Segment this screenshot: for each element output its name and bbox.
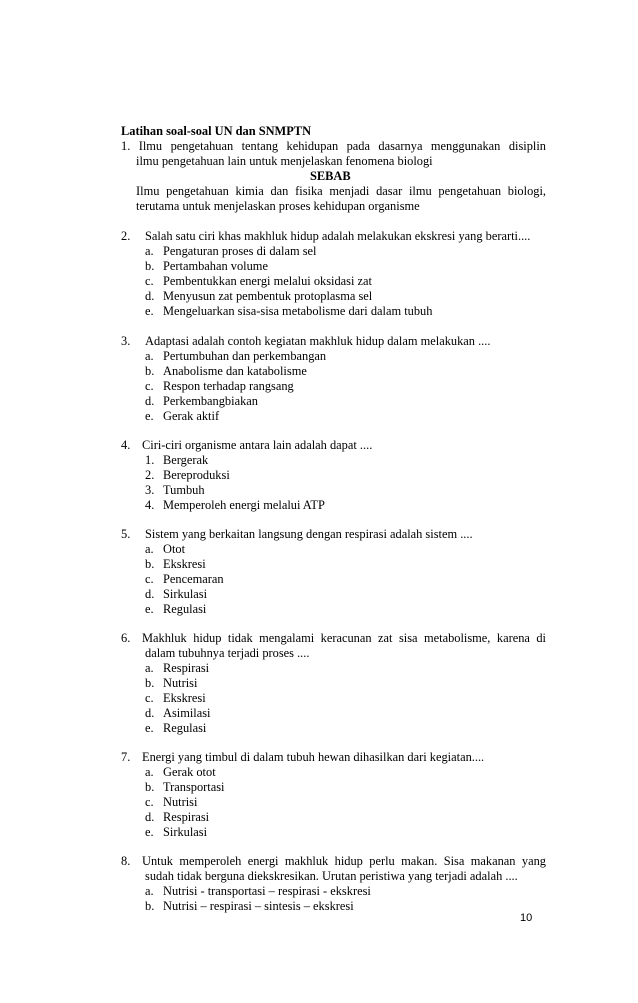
q5-option-text: Regulasi [163, 602, 207, 616]
q7-option-letter: d. [145, 810, 155, 824]
q2-option-text: Pengaturan proses di dalam sel [163, 244, 317, 258]
q8-text-line2: sudah tidak berguna diekskresikan. Urutan peristiwa yang terjadi adalah .... [145, 869, 518, 883]
q7-number: 7. [121, 750, 131, 764]
q2-option-letter: a. [145, 244, 154, 258]
q1-statement-line2: ilmu pengetahuan lain untuk menjelaskan fenomena biologi [136, 154, 433, 168]
q7-option-letter: e. [145, 825, 154, 839]
q3-option-letter: a. [145, 349, 154, 363]
q2-option-text: Pertambahan volume [163, 259, 268, 273]
q4-option-number: 4. [145, 498, 155, 512]
q4-number: 4. [121, 438, 131, 452]
q4-text: Ciri-ciri organisme antara lain adalah dapat .... [142, 438, 373, 452]
q4-option-text: Bergerak [163, 453, 209, 467]
q2-option-text: Pembentukkan energi melalui oksidasi zat [163, 274, 372, 288]
q3-option-text: Perkembangbiakan [163, 394, 258, 408]
q2-option-letter: d. [145, 289, 155, 303]
q3-text: Adaptasi adalah contoh kegiatan makhluk hidup dalam melakukan .... [145, 334, 491, 348]
q8-option-text: Nutrisi – respirasi – sintesis – ekskresi [163, 899, 354, 913]
q4-option-text: Tumbuh [163, 483, 205, 497]
q5-option-letter: d. [145, 587, 155, 601]
q3-option-letter: e. [145, 409, 154, 423]
q7-option-text: Transportasi [163, 780, 225, 794]
q2-option-letter: e. [145, 304, 154, 318]
q2-option-text: Menyusun zat pembentuk protoplasma sel [163, 289, 373, 303]
q1-statement-line1: 1. Ilmu pengetahuan tentang kehidupan pada dasarnya menggunakan disiplin [121, 139, 546, 153]
q3-option-letter: c. [145, 379, 154, 393]
q7-option-text: Nutrisi [163, 795, 198, 809]
q4-option-text: Bereproduksi [163, 468, 230, 482]
q6-text-line2: dalam tubuhnya terjadi proses .... [145, 646, 310, 660]
q6-option-text: Ekskresi [163, 691, 206, 705]
q1-sebab: SEBAB [310, 169, 351, 183]
q5-number: 5. [121, 527, 131, 541]
q6-option-text: Asimilasi [163, 706, 211, 720]
q2-option-letter: c. [145, 274, 154, 288]
q2-option-text: Mengeluarkan sisa-sisa metabolisme dari dalam tubuh [163, 304, 433, 318]
q5-option-text: Otot [163, 542, 186, 556]
q8-option-letter: b. [145, 899, 155, 913]
q8-text-line1: Untuk memperoleh energi makhluk hidup perlu makan. Sisa makanan yang [142, 854, 546, 868]
q6-option-letter: d. [145, 706, 155, 720]
q6-option-text: Respirasi [163, 661, 210, 675]
q7-option-letter: b. [145, 780, 155, 794]
q8-number: 8. [121, 854, 131, 868]
q2-text: Salah satu ciri khas makhluk hidup adalah melakukan ekskresi yang berarti.... [145, 229, 531, 243]
page-number: 10 [520, 912, 533, 924]
q7-option-text: Sirkulasi [163, 825, 208, 839]
q6-option-text: Regulasi [163, 721, 207, 735]
q4-option-number: 1. [145, 453, 155, 467]
q5-option-letter: a. [145, 542, 154, 556]
q3-option-text: Anabolisme dan katabolisme [163, 364, 307, 378]
q5-option-letter: e. [145, 602, 154, 616]
q3-number: 3. [121, 334, 131, 348]
q1-reason-line1: Ilmu pengetahuan kimia dan fisika menjadi dasar ilmu pengetahuan biologi, [136, 184, 546, 198]
q1-reason-line2: terutama untuk menjelaskan proses kehidupan organisme [136, 199, 420, 213]
q5-option-text: Pencemaran [163, 572, 224, 586]
q3-option-letter: d. [145, 394, 155, 408]
q5-option-text: Sirkulasi [163, 587, 208, 601]
q7-option-text: Respirasi [163, 810, 210, 824]
q2-option-letter: b. [145, 259, 155, 273]
q7-option-text: Gerak otot [163, 765, 216, 779]
q6-option-letter: a. [145, 661, 154, 675]
q6-text-line1: Makhluk hidup tidak mengalami keracunan zat sisa metabolisme, karena di [142, 631, 546, 645]
q4-option-number: 3. [145, 483, 155, 497]
q6-option-letter: b. [145, 676, 155, 690]
q4-option-text: Memperoleh energi melalui ATP [163, 498, 325, 512]
q2-number: 2. [121, 229, 131, 243]
q6-option-letter: c. [145, 691, 154, 705]
q3-option-text: Pertumbuhan dan perkembangan [163, 349, 327, 363]
q3-option-letter: b. [145, 364, 155, 378]
q5-option-letter: b. [145, 557, 155, 571]
q7-option-letter: a. [145, 765, 154, 779]
q6-option-letter: e. [145, 721, 154, 735]
page-title: Latihan soal-soal UN dan SNMPTN [121, 124, 312, 138]
q3-option-text: Respon terhadap rangsang [163, 379, 294, 393]
q6-option-text: Nutrisi [163, 676, 198, 690]
q6-number: 6. [121, 631, 131, 645]
q4-option-number: 2. [145, 468, 155, 482]
q5-option-text: Ekskresi [163, 557, 206, 571]
q7-text: Energi yang timbul di dalam tubuh hewan dihasilkan dari kegiatan.... [142, 750, 485, 764]
q7-option-letter: c. [145, 795, 154, 809]
q8-option-text: Nutrisi - transportasi – respirasi - ekskresi [163, 884, 371, 898]
q3-option-text: Gerak aktif [163, 409, 220, 423]
q5-text: Sistem yang berkaitan langsung dengan respirasi adalah sistem .... [145, 527, 473, 541]
q8-option-letter: a. [145, 884, 154, 898]
q5-option-letter: c. [145, 572, 154, 586]
